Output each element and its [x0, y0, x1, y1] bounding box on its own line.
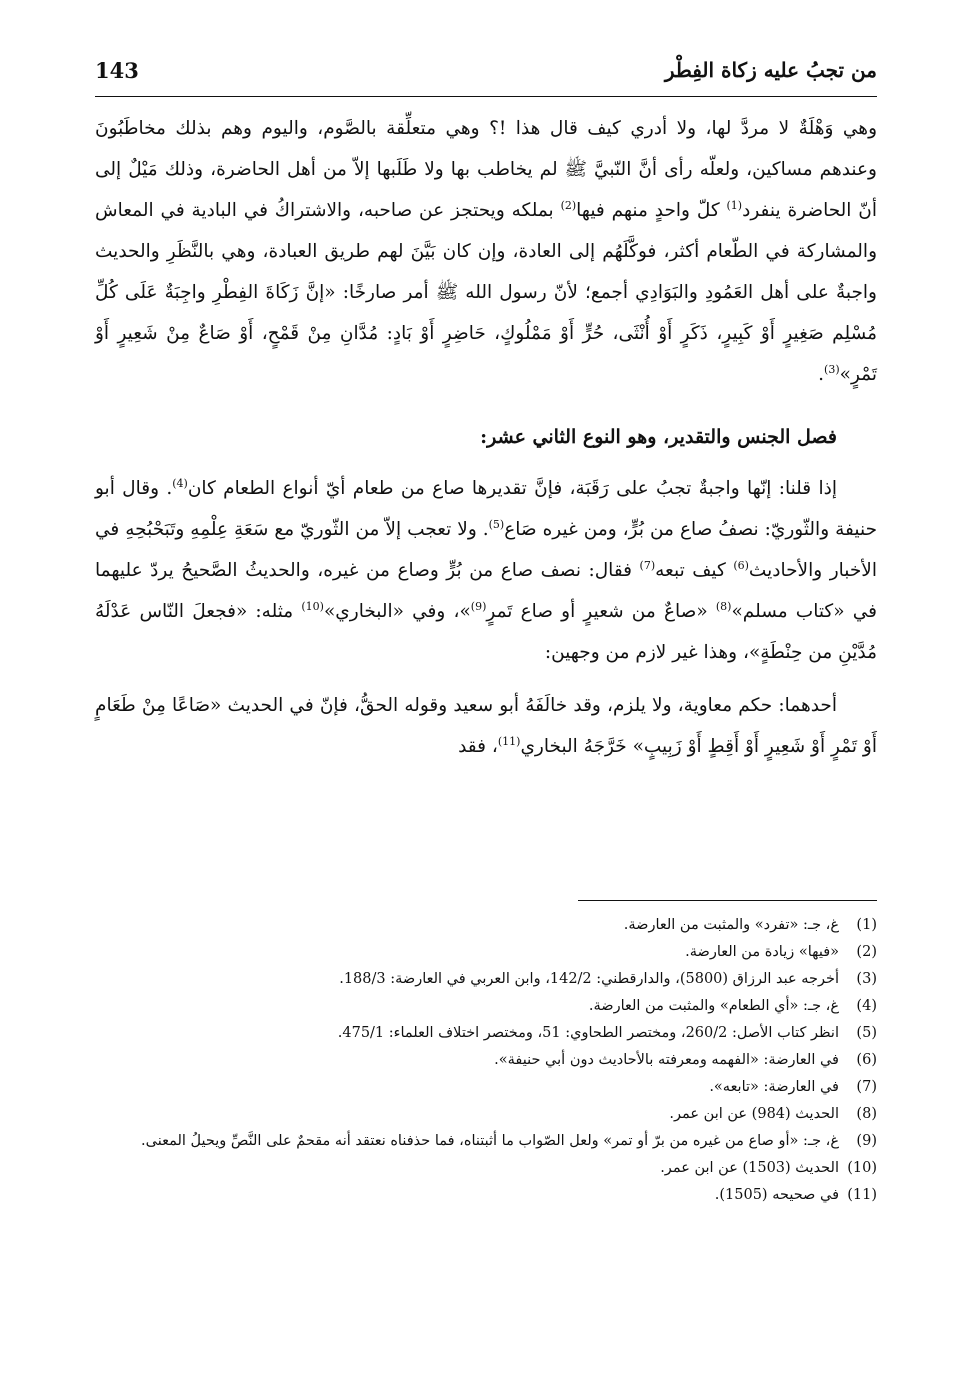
footnote-number: (8) [856, 1106, 877, 1122]
footnote-ref-11[interactable]: (11) [497, 734, 521, 748]
footnote [95, 912, 877, 939]
footnote-ref-7[interactable]: (7) [639, 558, 656, 572]
paragraph-3: أحدهما: حكم معاوية، ولا يلزم، وقد خالَفَهُ أبو سعيد وقوله الحقُّ، فإنّ في الحديث «صَاعًا مِنْ طَعَامٍ أَوْ تَمْرٍ أَوْ شَعِيرٍ أَوْ أَقِطٍ أَوْ زَبِيبٍ» خَرَّجَهُ البخاري$^{(11)}$، فقد [95, 695, 877, 757]
footnote [95, 1020, 877, 1047]
footnote [95, 993, 877, 1020]
footnote-number: (10) [847, 1160, 877, 1176]
footnote-ref-5[interactable]: (5) [488, 517, 505, 531]
footnote [95, 1128, 877, 1155]
footnote-ref-8[interactable]: (8) [715, 599, 732, 613]
footnote-number: (7) [856, 1079, 877, 1095]
footnote-number: (3) [856, 971, 877, 987]
page-header [95, 58, 877, 92]
footnote [95, 1155, 877, 1182]
footnote-number: (5) [856, 1025, 877, 1041]
running-title: من تجبُ عليه زكاة الفِطْر [664, 58, 877, 82]
footnote-number: (11) [847, 1187, 877, 1203]
footnote-text: في العارضة: «الفهمه ومعرفته بالأحاديث دون أبي حنيفة». [494, 1052, 839, 1068]
footnote-text: الحديث (1503) عن ابن عمر. [660, 1160, 839, 1176]
footnote-rule [578, 900, 877, 901]
page-number: 143 [95, 58, 139, 83]
footnote-number: (1) [856, 917, 877, 933]
footnote-text: الحديث (984) عن ابن عمر. [669, 1106, 839, 1122]
footnote [95, 966, 877, 993]
footnote-ref-1[interactable]: (1) [726, 198, 743, 212]
footnote-ref-3[interactable]: (3) [824, 362, 840, 376]
footnote-number: (4) [856, 998, 877, 1014]
paragraph-1: وهي وَهْلَةٌ لا مردَّ لها، ولا أدري كيف قال هذا !؟ وهي متعلِّقة بالصَّوم، واليوم وهم بذلك مخاطَبُونَ وعندهم مساكين، ولعلّه رأى أنَّ النّبيَّ ﷺ لم يخاطب بها ولا طَلَبها إلاّ من أهل الحاضرة، وذلك مَيْلٌ إلى أنّ الحاضرة ينفرد$^{(1)}$ كلّ واحدٍ منهم فيها$^{(2)}$ بملكه ويحتجز عن صاحبه، والاشتراكُ في البادية في المعاش والمشاركة في الطّعام أكثر، فوكَّلَهُم إلى العادة، وإن كان بَيَّنَ لهم طريق العبادة، وهي بالنَّظَرِ والحديث واجبةٌ على أهل العَمُودِ والبَوَادِي أجمع؛ لأنّ رسول الله ﷺ أمر صارخًا: «إنَّ زَكَاةَ الفِطْرِ واجِبَةٌ عَلَى كُلِّ مُسْلِم صَغِيرٍ أَوْ كَبِيرٍ، ذَكَرٍ أَوْ أُنْثَى، حُرٍّ أَوْ مَمْلُوكٍ، حَاضِرٍ أَوْ بَادٍ: مُدَّانِ مِنْ قَمْحٍ، أَوْ صَاعٌ مِنْ شَعِيرٍ أَوْ تَمْرٍ»$^{(3)}$. [95, 118, 877, 385]
footnote [95, 1101, 877, 1128]
footnote [95, 1182, 877, 1209]
footnote-ref-9[interactable]: (9) [470, 599, 487, 613]
footnote-text: «فيها» زيادة من العارضة. [685, 944, 839, 960]
footnote-number: (9) [856, 1133, 877, 1149]
footnote [95, 1047, 877, 1074]
header-rule [95, 96, 877, 97]
footnote-ref-10[interactable]: (10) [301, 599, 324, 613]
footnote [95, 939, 877, 966]
footnote-ref-2[interactable]: (2) [560, 198, 577, 212]
footnote-number: (6) [856, 1052, 877, 1068]
footnote-text: غ، جـ: «أو صاع من غيره من برّ أو تمر» ولعل الصّواب ما أثبتناه، فما حذفناه نعتقد أنه مقحمٌ على النَّصِّ ويحيلُ المعنى. [141, 1133, 839, 1149]
main-text [95, 108, 877, 767]
footnote [95, 1074, 877, 1101]
footnote-ref-4[interactable]: (4) [172, 476, 188, 490]
footnote-text: انظر كتاب الأصل: 260/2، ومختصر الطحاوي: 51، ومختصر اختلاف العلماء: 475/1. [337, 1025, 839, 1041]
footnote-text: في صحيحه (1505). [714, 1187, 839, 1203]
footnote-text: غ، جـ: «تفرد» والمثبت من العارضة. [623, 917, 839, 933]
paragraph-2: إذا قلنا: إنّها واجبةٌ تجبُ على رَقَبَة، فإنَّ تقديرها صاع من طعام أيّ أنواع الطعام كان$^{(4)}$. وقال أبو حنيفة والثّوريّ: نصفُ صاع من بُرٍّ، ومن غيره صَاع$^{(5)}$. ولا تعجب إلاّ من الثّوريّ مع سَعَةِ عِلْمِهِ وتَبَحْبُحِهِ في الأخبار والأحاديث$^{(6)}$ كيف تبعه$^{(7)}$ فقال: نصف صاع من بُرٍّ وصاع من غيره، والحديثُ الصَّحيحُ يردّ عليهما في «كتاب مسلم»$^{(8)}$ «صاعٌ من شعيرٍ أو صاع تَمرٍ$^{(9)}$»، وفي «البخاري»$^{(10)}$ مثله: «فجعلَ النّاس عَدْلَهُ مُدَّيْنِ من حِنْطَةٍ»، وهذا غير لازم من وجهين: [95, 476, 877, 663]
footnote-number: (2) [856, 944, 877, 960]
section-heading: فصل الجنس والتقدير، وهو النوع الثاني عشر: [480, 426, 837, 448]
footnote-text: غ، جـ: «أي الطعام» والمثبت من العارضة. [588, 998, 839, 1014]
footnote-text: في العارضة: «تابعه». [709, 1079, 839, 1095]
footnote-text: أخرجه عبد الرزاق (5800)، والدارقطني: 142/2، وابن العربي في العارضة: 188/3. [339, 971, 839, 987]
footnote-ref-6[interactable]: (6) [733, 558, 749, 572]
footnotes [95, 912, 877, 1209]
